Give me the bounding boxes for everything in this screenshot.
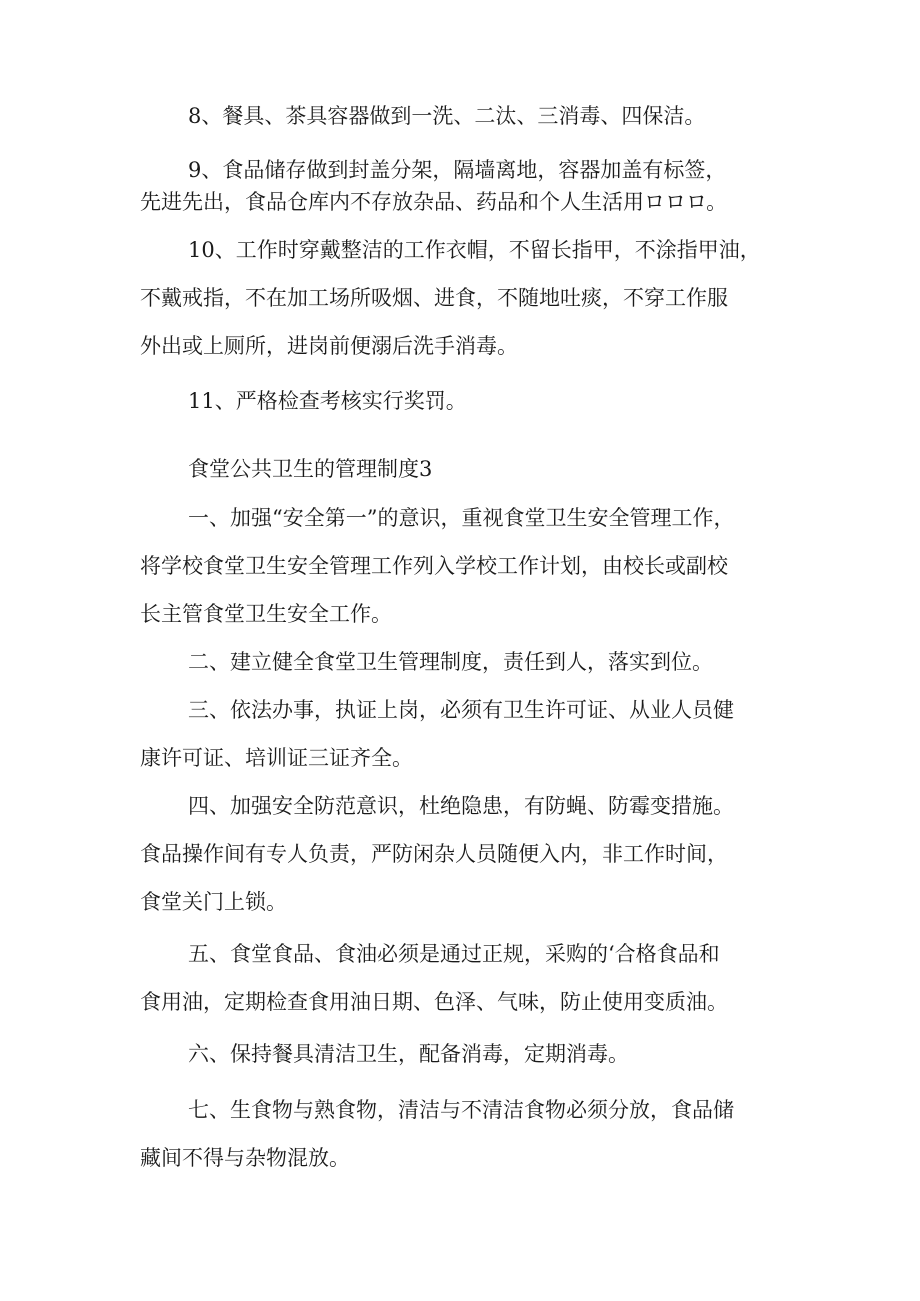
text-line: 四、加强安全防范意识，杜绝隐患，有防蝇、防霉变措施。 [188, 794, 734, 818]
text-line: 二、建立健全食堂卫生管理制度，责任到人，落实到位。 [188, 650, 713, 674]
text-line: 七、生食物与熟食物，清洁与不清洁食物必须分放，食品储 [188, 1098, 734, 1122]
text-line: 不戴戒指，不在加工场所吸烟、进食，不随地吐痰，不穿工作服 [140, 286, 728, 310]
text-line: 长主管食堂卫生安全工作。 [140, 602, 392, 626]
text-line: 10、工作时穿戴整洁的工作衣帽，不留长指甲，不涂指甲油， [188, 238, 761, 262]
text-line: 11、严格检查考核实行奖罚。 [188, 389, 467, 413]
text-line: 一、加强“安全第一”的意识，重视食堂卫生安全管理工作， [188, 506, 735, 530]
text-line: 9、食品储存做到封盖分架，隔墙离地，容器加盖有标签， [188, 158, 727, 182]
section-heading: 食堂公共卫生的管理制度3 [188, 457, 433, 481]
text-line: 8、餐具、茶具容器做到一洗、二汰、三消毒、四保洁。 [188, 104, 706, 128]
text-line: 将学校食堂卫生安全管理工作列入学校工作计划，由校长或副校 [140, 554, 728, 578]
text-line: 食堂关门上锁。 [140, 890, 287, 914]
text-line: 六、保持餐具清洁卫生，配备消毒，定期消毒。 [188, 1042, 629, 1066]
text-line: 康许可证、培训证三证齐全。 [140, 746, 413, 770]
text-line: 藏间不得与杂物混放。 [140, 1146, 350, 1170]
text-line: 先进先出，食品仓库内不存放杂品、药品和个人生活用ロロロ。 [140, 190, 728, 214]
text-line: 三、依法办事，执证上岗，必须有卫生许可证、从业人员健 [188, 698, 734, 722]
text-line: 食品操作间有专人负责，严防闲杂人员随便入内，非工作时间， [140, 842, 728, 866]
text-line: 食用油，定期检查食用油日期、色泽、气味，防止使用变质油。 [140, 990, 728, 1014]
text-line: 五、食堂食品、食油必须是通过正规，采购的‘合格食品和 [188, 942, 720, 966]
text-line: 外出或上厕所，进岗前便溺后洗手消毒。 [140, 334, 518, 358]
